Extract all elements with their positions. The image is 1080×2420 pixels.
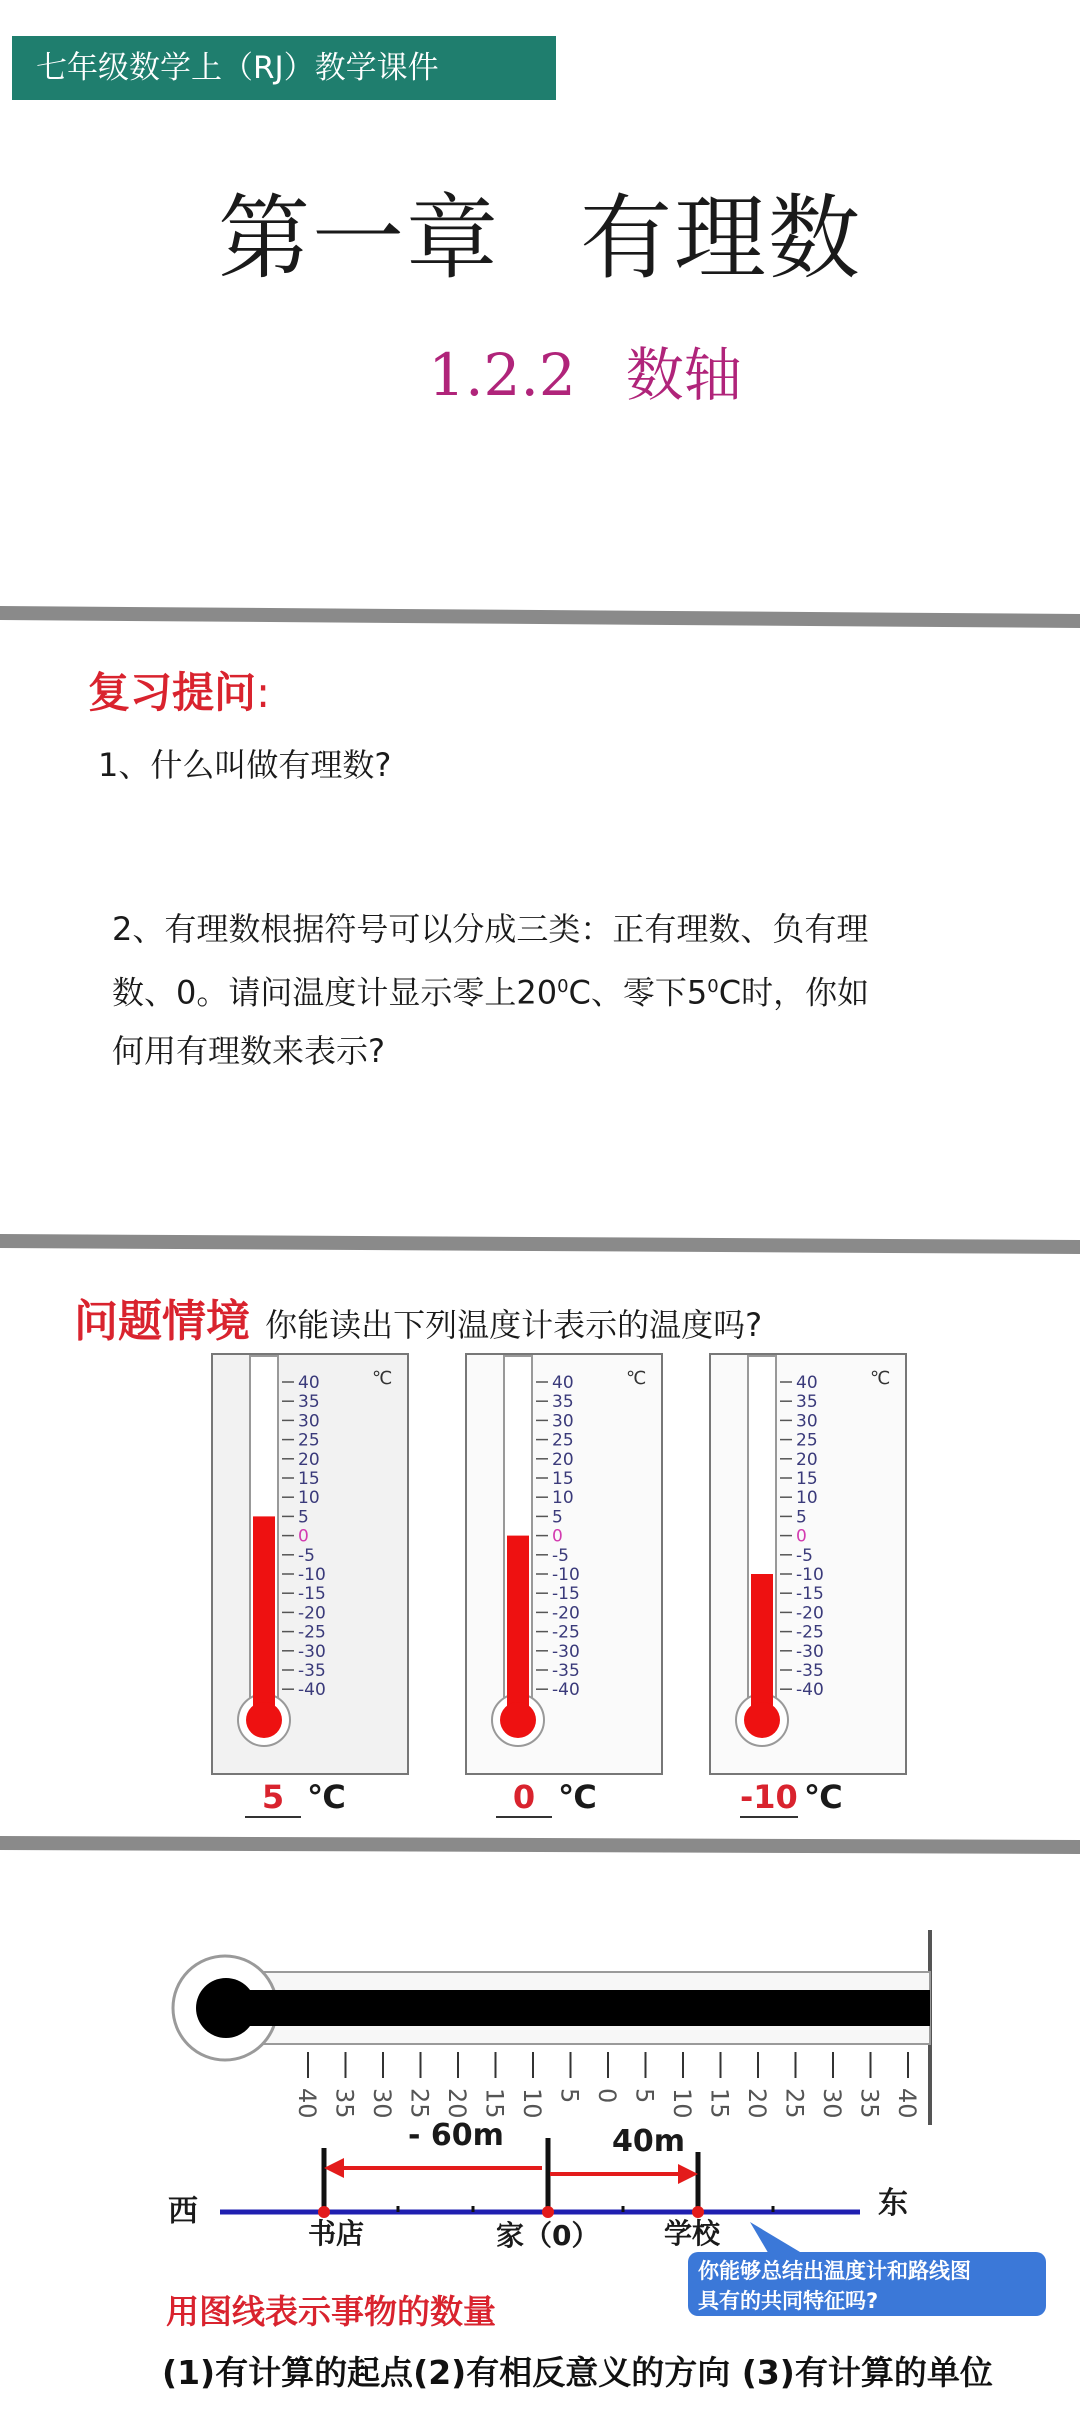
thermometer-group xyxy=(0,1340,1080,1800)
thermometer-mercury xyxy=(751,1574,773,1720)
scale-label: 40 xyxy=(796,1373,818,1393)
h-scale-label: 5 xyxy=(555,2088,584,2104)
scale-label: -25 xyxy=(552,1622,580,1643)
scale-label: -10 xyxy=(552,1565,580,1585)
scale-label: 35 xyxy=(552,1392,574,1413)
scale-label: 35 xyxy=(298,1392,320,1413)
scale-label: 15 xyxy=(298,1469,320,1489)
direction-west: 西 xyxy=(168,2194,198,2229)
thermometer-3-reading xyxy=(740,1778,843,1818)
thermometer-bulb xyxy=(500,1702,536,1738)
scale-label: 30 xyxy=(796,1411,818,1432)
chapter-number: 第一章 xyxy=(217,185,500,292)
scale-label: 5 xyxy=(298,1507,309,1528)
scale-label: -30 xyxy=(796,1641,824,1662)
scale-label: 20 xyxy=(796,1449,818,1470)
callout-line-1: 你能够总结出温度计和路线图 xyxy=(698,2259,971,2283)
q2-line-1: 2、有理数根据符号可以分成三类：正有理数、负有理 xyxy=(112,910,869,948)
scale-label: -35 xyxy=(552,1661,580,1681)
scale-label: 25 xyxy=(298,1430,320,1451)
scale-label: 10 xyxy=(796,1488,818,1509)
review-question-1: 1、什么叫做有理数? xyxy=(98,746,392,784)
h-scale-label: 15 xyxy=(480,2088,509,2119)
h-scale-label: 30 xyxy=(368,2088,396,2119)
celsius-unit: ℃ xyxy=(626,1368,647,1389)
thermometer-bulb xyxy=(744,1702,780,1738)
q2-sup-2: 0 xyxy=(707,976,719,997)
q2-line-2b: C、零下5 xyxy=(568,973,708,1012)
distance-left: - 60m xyxy=(408,2118,504,2153)
scale-label: 25 xyxy=(552,1430,574,1451)
reading-unit-1: ℃ xyxy=(307,1778,346,1816)
h-scale-label: 40 xyxy=(293,2088,321,2119)
reading-value-1: 5 xyxy=(245,1778,301,1818)
review-heading xyxy=(88,660,270,720)
scenario-heading: 问题情境 xyxy=(74,1296,250,1347)
scale-label: -30 xyxy=(298,1641,326,1662)
thermometer-2-reading xyxy=(496,1778,597,1818)
scale-label: 0 xyxy=(796,1526,807,1547)
scale-label: -15 xyxy=(552,1584,580,1605)
thermometer-bulb xyxy=(246,1702,282,1738)
scale-label: -40 xyxy=(552,1680,580,1701)
q2-line-2 xyxy=(112,958,942,1022)
scale-label: -20 xyxy=(796,1603,824,1624)
q2-line-2a: 数、0。请问温度计显示零上20 xyxy=(112,973,558,1012)
chapter-name: 有理数 xyxy=(580,185,863,292)
label-school: 学校 xyxy=(664,2217,721,2250)
scale-label: 20 xyxy=(298,1449,320,1470)
scale-label: 15 xyxy=(796,1469,818,1489)
thermometer-mercury xyxy=(507,1536,529,1720)
scale-label: 15 xyxy=(552,1469,574,1489)
h-scale-label: 30 xyxy=(818,2088,846,2119)
direction-east: 东 xyxy=(878,2186,908,2221)
thermometer-1-reading xyxy=(245,1778,346,1818)
review-question-2 xyxy=(112,900,942,1080)
h-scale-label: 10 xyxy=(668,2088,696,2119)
scale-label: -30 xyxy=(552,1641,580,1662)
h-scale-label: 20 xyxy=(743,2088,771,2119)
scale-label: 40 xyxy=(552,1373,574,1393)
scale-label: -40 xyxy=(298,1680,326,1701)
scale-label: 5 xyxy=(796,1507,807,1528)
section-number: 1.2.2 xyxy=(428,341,576,409)
scale-label: -25 xyxy=(796,1622,824,1643)
scale-label: -15 xyxy=(298,1584,326,1605)
scale-label: -25 xyxy=(298,1622,326,1643)
reading-value-2: 0 xyxy=(496,1778,552,1818)
scale-label: 30 xyxy=(298,1411,320,1432)
scale-label: -5 xyxy=(298,1545,315,1566)
scale-label: -35 xyxy=(298,1661,326,1681)
reading-value-3: -10 xyxy=(740,1778,798,1816)
label-home: 家（0） xyxy=(496,2219,600,2252)
distance-right: 40m xyxy=(612,2124,686,2159)
q2-sup-1: 0 xyxy=(557,976,569,997)
scale-label: 0 xyxy=(552,1526,563,1547)
chapter-title xyxy=(0,165,1080,297)
h-scale-label: 35 xyxy=(855,2088,884,2119)
course-tag: 七年级数学上（RJ）教学课件 xyxy=(12,36,556,100)
celsius-unit: ℃ xyxy=(372,1368,393,1389)
callout-bubble xyxy=(688,2252,1046,2316)
celsius-unit: ℃ xyxy=(870,1368,891,1389)
scale-label: 10 xyxy=(552,1488,574,1509)
scale-label: -15 xyxy=(796,1584,824,1605)
h-scale-label: 10 xyxy=(518,2088,546,2119)
q2-line-2c: C时，你如 xyxy=(718,973,870,1012)
scale-label: 40 xyxy=(298,1373,320,1393)
scale-label: -5 xyxy=(552,1545,569,1566)
review-heading-colon: : xyxy=(256,668,271,717)
scale-label: -10 xyxy=(298,1565,326,1585)
thermometer-2 xyxy=(466,1354,662,1774)
scale-label: 20 xyxy=(552,1449,574,1470)
scenario-question: 你能读出下列温度计表示的温度吗? xyxy=(265,1306,763,1344)
h-scale-label: 15 xyxy=(705,2088,734,2119)
scale-label: -5 xyxy=(796,1545,813,1566)
h-scale-label: 5 xyxy=(630,2088,659,2104)
h-scale-label: 40 xyxy=(893,2088,921,2119)
scale-label: 25 xyxy=(796,1430,818,1451)
horizontal-thermometer xyxy=(0,1920,1080,2150)
thermometer-1 xyxy=(212,1354,408,1774)
reading-unit-2: ℃ xyxy=(558,1778,597,1816)
thermometer-3 xyxy=(710,1354,906,1774)
scale-label: 5 xyxy=(552,1507,563,1528)
h-scale-label: 25 xyxy=(780,2088,809,2119)
h-scale-label: 25 xyxy=(405,2088,434,2119)
features-line: (1)有计算的起点(2)有相反意义的方向 (3)有计算的单位 xyxy=(162,2353,993,2392)
scale-label: -40 xyxy=(796,1680,824,1701)
scale-label: -35 xyxy=(796,1661,824,1681)
section-name: 数轴 xyxy=(625,341,742,409)
thermometer-mercury xyxy=(253,1516,275,1720)
q2-line-3: 何用有理数来表示? xyxy=(112,1031,385,1070)
scale-label: 0 xyxy=(298,1526,309,1547)
section-title xyxy=(0,328,1080,412)
scale-label: 30 xyxy=(552,1411,574,1432)
review-heading-text: 复习提问 xyxy=(88,668,257,717)
h-scale-label: 20 xyxy=(443,2088,471,2119)
scale-label: -10 xyxy=(796,1565,824,1585)
scale-label: -20 xyxy=(298,1603,326,1624)
graph-note: 用图线表示事物的数量 xyxy=(166,2292,496,2331)
h-scale-label: 0 xyxy=(593,2088,621,2104)
reading-unit-3: ℃ xyxy=(803,1778,843,1816)
scale-label: 10 xyxy=(298,1488,320,1509)
scale-label: 35 xyxy=(796,1392,818,1413)
scale-label: -20 xyxy=(552,1603,580,1624)
label-bookstore: 书店 xyxy=(308,2217,365,2250)
h-scale-label: 35 xyxy=(330,2088,359,2119)
callout-line-2: 具有的共同特征吗? xyxy=(698,2289,879,2313)
